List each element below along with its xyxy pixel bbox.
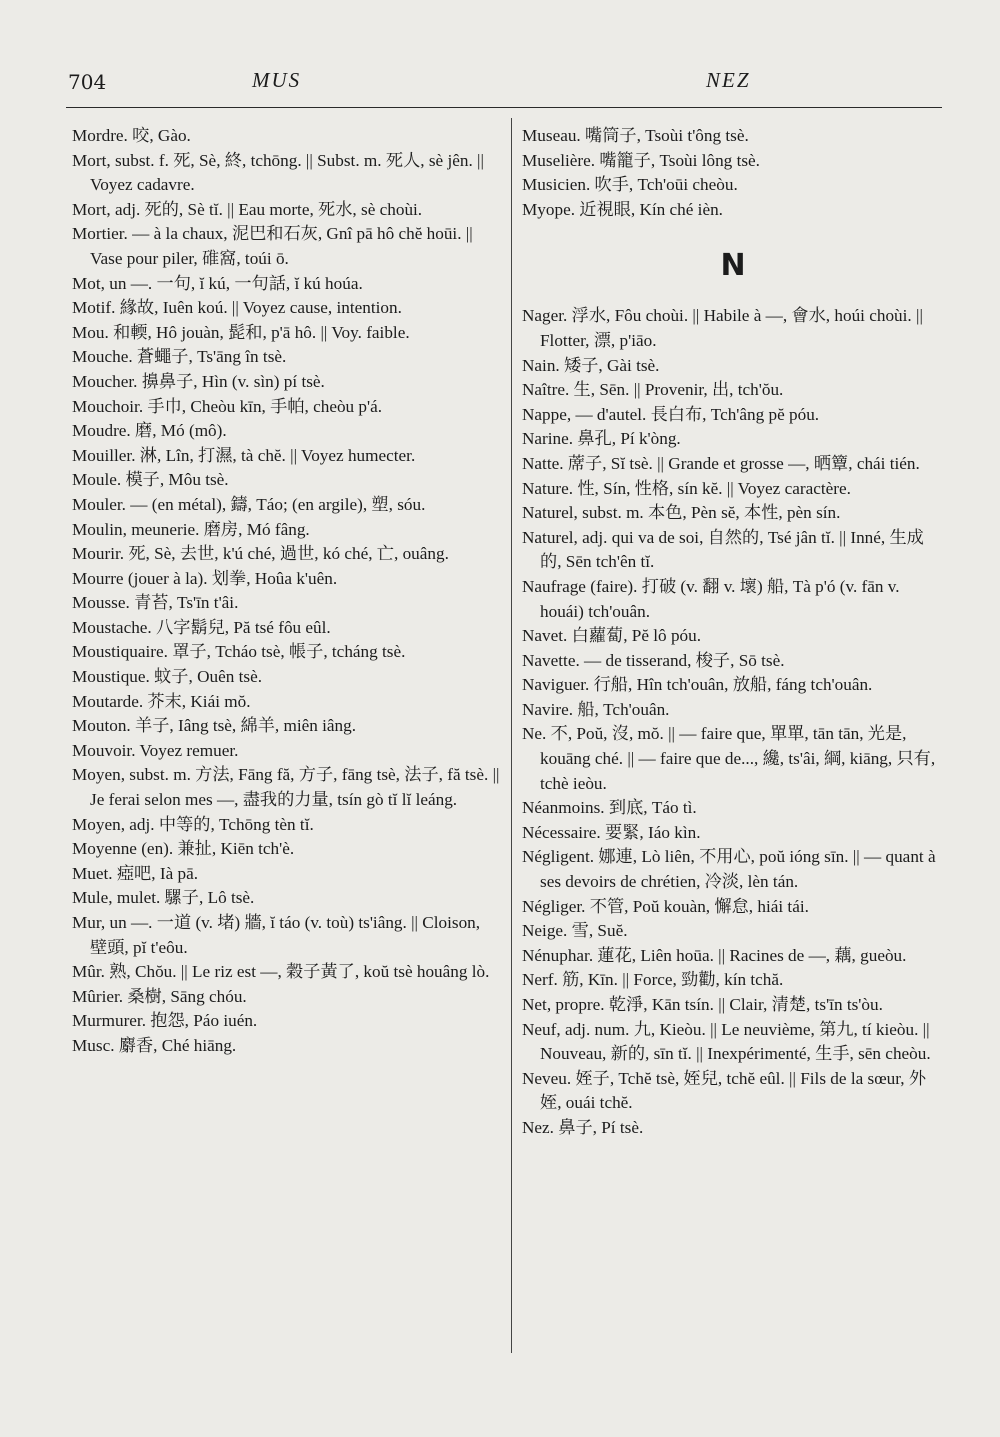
entry-neanmoins: Néanmoins. 到底, Táo tì.	[522, 798, 697, 818]
entry-moutarde: Moutarde. 芥末, Kiái mŏ.	[72, 691, 251, 711]
entry-murier: Mûrier. 桑樹, Sāng chóu.	[72, 986, 247, 1006]
header-rule	[66, 107, 942, 108]
entry-museau: Museau. 嘴筒子, Tsoùi t'ông tsè.	[522, 126, 749, 145]
entry-mouchoir: Mouchoir. 手巾, Cheòu kīn, 手帕, cheòu p'á.	[72, 396, 383, 416]
entry-navire: Navire. 船, Tch'ouân.	[522, 699, 670, 719]
entry-narine: Narine. 鼻孔, Pí k'òng.	[522, 429, 681, 449]
entry-museliere: Muselière. 嘴籠子, Tsoùi lông tsè.	[522, 150, 760, 170]
entry-neuf: Neuf, adj. num. 九, Kieòu. || Le neuvième, 第九, tí kieòu. || Nouveau, 新的, sīn tĭ. || Inexpérimenté, 生手, sēn cheòu.	[522, 1019, 931, 1064]
entry-mouvoir: Mouvoir. Voyez remuer.	[72, 740, 239, 760]
entry-nerf: Nerf. 筋, Kīn. || Force, 勁勸, kín tchă.	[522, 970, 784, 990]
entry-neveu: Neveu. 姪子, Tchĕ tsè, 姪兒, tchĕ eûl. || Fils de la sœur, 外姪, ouái tchĕ.	[522, 1068, 927, 1113]
entry-mule: Mule, mulet. 騾子, Lô tsè.	[72, 888, 255, 908]
entry-moustache: Moustache. 八字鬍兒, Pă tsé fôu eûl.	[72, 617, 331, 637]
entry-neige: Neige. 雪, Suĕ.	[522, 921, 628, 941]
running-head-right: NEZ	[706, 68, 751, 92]
entry-necessaire: Nécessaire. 要緊, Iáo kìn.	[522, 822, 701, 842]
entry-mur: Mur, un —. 一道 (v. 堵) 牆, ĭ táo (v. toù) ts'iâng. || Cloison, 壁頭, pĭ t'eôu.	[72, 913, 481, 957]
entry-mouler: Mouler. — (en métal), 鑄, Táo; (en argile), 塑, sóu.	[72, 494, 426, 514]
entry-nenuphar: Nénuphar. 蓮花, Liên hoūa. || Racines de —, 藕, gueòu.	[522, 945, 907, 965]
running-head-left: MUS	[252, 68, 302, 92]
entry-musicien: Musicien. 吹手, Tch'oūi cheòu.	[522, 175, 738, 195]
entry-naitre: Naître. 生, Sēn. || Provenir, 出, tch'ŏu.	[522, 380, 784, 400]
entry-nain: Nain. 矮子, Gài tsè.	[522, 355, 660, 375]
entry-mort-adj: Mort, adj. 死的, Sè tĭ. || Eau morte, 死水, sè choùi.	[72, 199, 423, 219]
entry-moucher: Moucher. 擤鼻子, Hìn (v. sìn) pí tsè.	[72, 371, 325, 391]
column-divider	[511, 118, 512, 1353]
entry-mouche: Mouche. 蒼蠅子, Ts'āng în tsè.	[72, 347, 287, 367]
entry-moustique: Moustique. 蚊子, Ouên tsè.	[72, 667, 263, 687]
entry-negligent: Négligent. 娜連, Lò liên, 不用心, poŭ ióng sīn. || — quant à ses devoirs de chrétien, 冷淡, lèn tán.	[522, 847, 936, 892]
entry-nager: Nager. 浮水, Fôu choùi. || Habile à —, 會水, hoúi choùi. || Flotter, 漂, p'iāo.	[522, 306, 923, 350]
entry-moudre: Moudre. 磨, Mó (mô).	[72, 421, 227, 441]
entry-mort-subst: Mort, subst. f. 死, Sè, 終, tchōng. || Subst. m. 死人, sè jên. || Voyez cadavre.	[72, 150, 484, 195]
entry-navet: Navet. 白蘿蔔, Pĕ lô póu.	[522, 626, 702, 646]
entry-moyenne: Moyenne (en). 兼扯, Kiēn tch'è.	[72, 839, 295, 859]
entry-moulin: Moulin, meunerie. 磨房, Mó fâng.	[72, 519, 310, 539]
entry-mot: Mot, un —. 一句, ĭ kú, 一句話, ĭ kú hoúa.	[72, 273, 363, 293]
entry-moule: Moule. 模子, Môu tsè.	[72, 470, 229, 490]
entry-natte: Natte. 蓆子, Sĭ tsè. || Grande et grosse —, 晒簟, chái tién.	[522, 453, 920, 473]
entry-myope: Myope. 近視眼, Kín ché ièn.	[522, 199, 723, 219]
entry-mousse: Mousse. 青苔, Ts'īn t'âi.	[72, 593, 239, 613]
entry-negliger: Négliger. 不管, Poŭ kouàn, 懈怠, hiái tái.	[522, 896, 809, 916]
entry-moyen-adj: Moyen, adj. 中等的, Tchōng tèn tĭ.	[72, 814, 314, 834]
entry-moustiquaire: Moustiquaire. 罩子, Tcháo tsè, 帳子, tcháng tsè.	[72, 642, 406, 662]
entry-naufrage: Naufrage (faire). 打破 (v. 翻 v. 壞) 船, Tà p'ó (v. fān v. houái) tch'ouân.	[522, 576, 900, 621]
right-column	[522, 124, 944, 1141]
entry-motif: Motif. 緣故, Iuên koú. || Voyez cause, intention.	[72, 298, 402, 318]
entry-mourir: Mourir. 死, Sè, 去世, k'ú ché, 過世, kó ché, 亡, ouâng.	[72, 544, 449, 564]
entry-mur-adj: Mûr. 熟, Chŏu. || Le riz est —, 穀子黃了, koŭ tsè houâng lò.	[72, 962, 490, 982]
entry-moyen-subst: Moyen, subst. m. 方法, Fāng fă, 方子, fāng tsè, 法子, fă tsè. || Je ferai selon mes —, 盡我的力量, tsín gò tĭ lĭ leáng.	[72, 765, 500, 810]
entry-navette: Navette. — de tisserand, 梭子, Sō tsè.	[522, 650, 785, 670]
entry-nez: Nez. 鼻子, Pí tsè.	[522, 1117, 644, 1137]
entry-naturel-adj: Naturel, adj. qui va de soi, 自然的, Tsé jân tĭ. || Inné, 生成的, Sēn tch'ên tĭ.	[522, 527, 924, 572]
entry-mourre: Mourre (jouer à la). 划拳, Hoûa k'uên.	[72, 568, 338, 588]
entry-muet: Muet. 瘂吧, Ià pā.	[72, 863, 199, 883]
section-letter: N	[720, 248, 746, 284]
entry-nature: Nature. 性, Sín, 性格, sín kĕ. || Voyez caractère.	[522, 478, 851, 498]
entry-mouton: Mouton. 羊子, Iâng tsè, 綿羊, miên iâng.	[72, 716, 357, 736]
entry-mordre: Mordre. 咬, Gào.	[72, 126, 191, 145]
entry-mou: Mou. 和輭, Hô jouàn, 髭和, p'ā hô. || Voy. faible.	[72, 322, 410, 342]
entry-naturel-subst: Naturel, subst. m. 本色, Pèn sĕ, 本性, pèn sín.	[522, 503, 841, 523]
page-number: 704	[68, 70, 107, 94]
entry-mouiller: Mouiller. 淋, Lîn, 打濕, tà chĕ. || Voyez humecter.	[72, 445, 416, 465]
entry-musc: Musc. 麝香, Ché hiāng.	[72, 1035, 237, 1055]
entry-naviguer: Naviguer. 行船, Hîn tch'ouân, 放船, fáng tch'ouân.	[522, 675, 873, 695]
entry-murmurer: Murmurer. 抱怨, Páo iuén.	[72, 1011, 258, 1031]
entry-ne: Ne. 不, Poŭ, 沒, mŏ. || — faire que, 單單, tān tān, 光是, kouāng ché. || — faire que de..., 纔, ts'âi, 綱, kiāng, 只有, tchè ieòu.	[522, 724, 936, 793]
entry-mortier: Mortier. — à la chaux, 泥巴和石灰, Gnî pā hô chĕ hoūi. || Vase pour piler, 碓窩, toúi ō.	[72, 224, 473, 268]
entry-nappe: Nappe, — d'autel. 長白布, Tch'âng pĕ póu.	[522, 404, 820, 424]
left-column	[72, 124, 500, 1059]
entry-net: Net, propre. 乾淨, Kān tsín. || Clair, 清楚, ts'īn ts'òu.	[522, 995, 883, 1014]
